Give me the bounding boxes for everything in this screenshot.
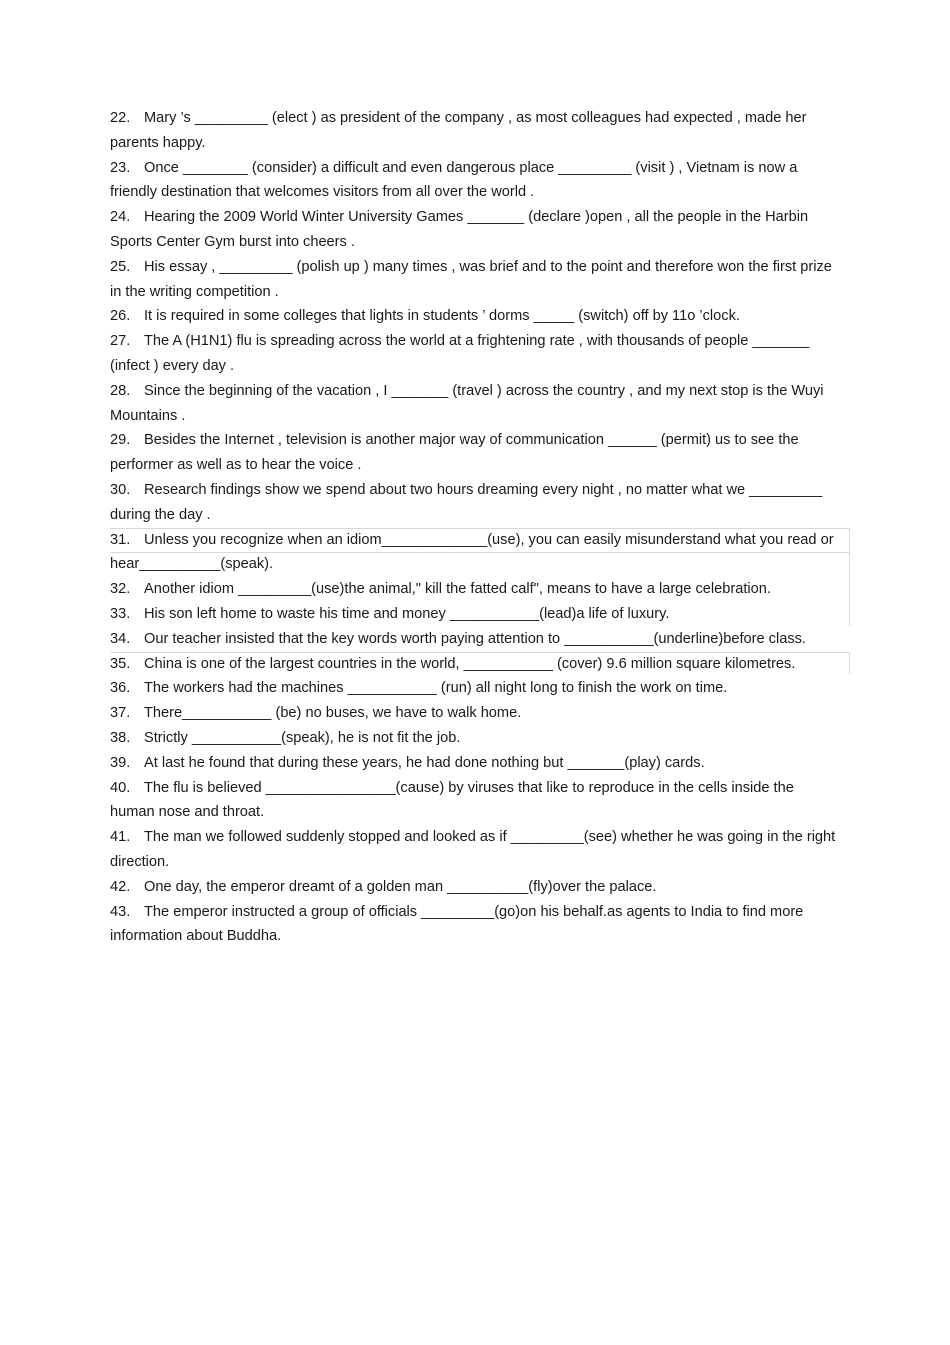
question-39: 39. At last he found that during these years, he had done nothing but _______(play) cards. xyxy=(110,754,705,771)
question-24: 24. Hearing the 2009 World Winter University Games _______ (declare )open , all the people in the Harbin Sports Center Gym burst into cheers . xyxy=(110,209,809,250)
question-43: 43. The emperor instructed a group of officials _________(go)on his behalf.as agents to India to find more information about Buddha. xyxy=(110,903,804,945)
question-29: 29. Besides the Internet , television is another major way of communication ______ (permit) us to see the performer as well as to hear the voice . xyxy=(110,432,799,474)
table-frame-right xyxy=(849,528,850,626)
table-frame-right-lower xyxy=(849,652,850,674)
question-26: 26. It is required in some colleges that lights in students ’ dorms _____ (switch) off by 11o ’clock. xyxy=(110,308,740,325)
question-23: 23. Once ________ (consider) a difficult and even dangerous place _________ (visit ) , Vietnam is now a friendly destination that welcomes visitors from all over the world . xyxy=(110,159,798,201)
question-34: 34. Our teacher insisted that the key words worth paying attention to ___________(underline)before class. xyxy=(110,630,806,647)
question-33: 33. His son left home to waste his time and money ___________(lead)a life of luxury. xyxy=(110,605,670,622)
question-28: 28. Since the beginning of the vacation , I _______ (travel ) across the country , and my next stop is the Wuyi Mountains . xyxy=(110,382,824,424)
question-25: 25. His essay , _________ (polish up ) many times , was brief and to the point and therefore won the first prize in the writing competition . xyxy=(110,258,832,300)
question-36: 36. The workers had the machines ___________ (run) all night long to finish the work on time. xyxy=(110,680,728,697)
question-37: 37. There___________ (be) no buses, we have to walk home. xyxy=(110,705,522,722)
question-40: 40. The flu is believed ________________(cause) by viruses that like to reproduce in the cells inside the human nose and throat. xyxy=(110,779,794,821)
question-41: 41. The man we followed suddenly stopped and looked as if _________(see) whether he was going in the right direction. xyxy=(110,829,836,870)
question-30: 30. Research findings show we spend about two hours dreaming every night , no matter what we _________ during the day . xyxy=(110,481,823,523)
question-22: 22. Mary ’s _________ (elect ) as president of the company , as most colleagues had expected , made her parents happy. xyxy=(110,110,807,151)
question-32: 32. Another idiom _________(use)the animal," kill the fatted calf", means to have a large celebration. xyxy=(110,581,771,598)
question-list xyxy=(110,106,842,949)
question-38: 38. Strictly ___________(speak), he is not fit the job. xyxy=(110,729,461,746)
question-35: 35. China is one of the largest countries in the world, ___________ (cover) 9.6 million square kilometres. xyxy=(110,655,796,672)
question-27: 27. The A (H1N1) flu is spreading across the world at a frightening rate , with thousands of people _______ (infect ) every day . xyxy=(110,333,810,374)
question-42: 42. One day, the emperor dreamt of a golden man __________(fly)over the palace. xyxy=(110,878,657,895)
question-31: 31. Unless you recognize when an idiom_____________(use), you can easily misunderstand what you read or hear__________(speak). xyxy=(110,531,834,573)
